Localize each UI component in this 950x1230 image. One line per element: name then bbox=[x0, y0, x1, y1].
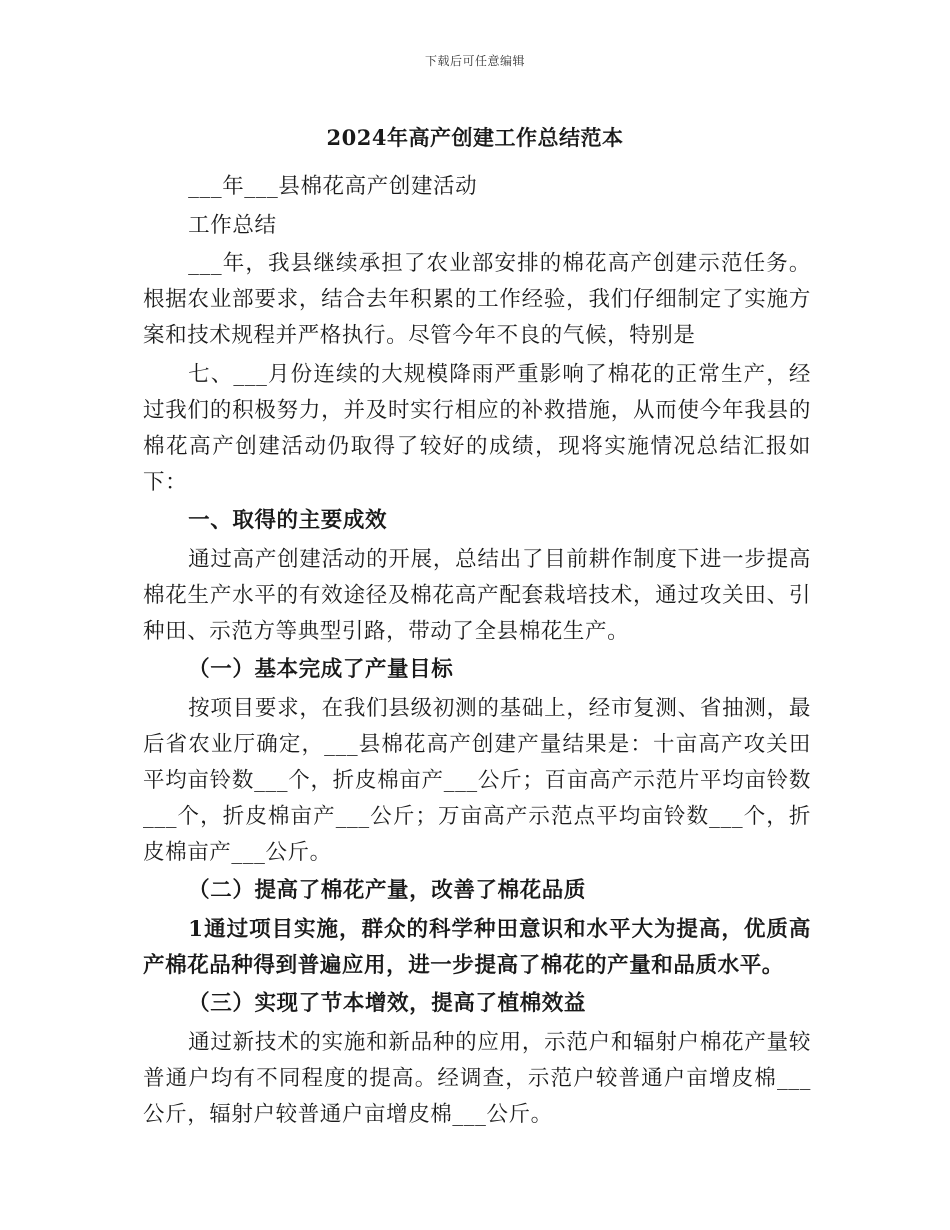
subsection-heading-quality: （二）提高了棉花产量，改善了棉花品质 bbox=[188, 878, 586, 903]
subsection-heading-efficiency: （三）实现了节本增效，提高了植棉效益 bbox=[188, 991, 586, 1016]
paragraph-achievements: 通过高产创建活动的开展，总结出了目前耕作制度下进一步提高棉花生产水平的有效途径及棉花高产配套栽培技术，通过攻关田、引种田、示范方等典型引路，带动了全县棉花生产。 bbox=[143, 546, 811, 644]
paragraph-quality: 1通过项目实施，群众的科学种田意识和水平大为提高，优质高产棉花品种得到普遍应用，进一步提高了棉花的产量和品质水平。 bbox=[143, 916, 811, 978]
document-body bbox=[143, 169, 811, 1135]
paragraph-weather: 七、___月份连续的大规模降雨严重影响了棉花的正常生产，经过我们的积极努力，并及时实行相应的补救措施，从而使今年我县的棉花高产创建活动仍取得了较好的成绩，现将实施情况总结汇报如下： bbox=[143, 361, 811, 495]
paragraph-efficiency: 通过新技术的实施和新品种的应用，示范户和辐射户棉花产量较普通户均有不同程度的提高。经调查，示范户较普通户亩增皮棉___公斤，辐射户较普通户亩增皮棉___公斤。 bbox=[143, 1029, 811, 1127]
paragraph-activity-heading: ___年___县棉花高产创建活动 bbox=[188, 174, 478, 199]
paragraph-intro: ___年，我县继续承担了农业部安排的棉花高产创建示范任务。根据农业部要求，结合去年积累的工作经验，我们仔细制定了实施方案和技术规程并严格执行。尽管今年不良的气候，特别是 bbox=[143, 251, 811, 348]
document-title: 2024年高产创建工作总结范本 bbox=[326, 125, 624, 150]
paragraph-summary-label: 工作总结 bbox=[188, 212, 277, 238]
subsection-heading-yield-target: （一）基本完成了产量目标 bbox=[188, 657, 454, 682]
section-heading-achievements: 一、取得的主要成效 bbox=[188, 508, 388, 533]
page-header-note: 下载后可任意编辑 bbox=[424, 54, 525, 68]
paragraph-yield-results: 按项目要求，在我们县级初测的基础上，经市复测、省抽测，最后省农业厅确定，___县棉花高产创建产量结果是：十亩高产攻关田平均亩铃数___个，折皮棉亩产___公斤；百亩高产示范片平均亩铃数___个，折皮棉亩产___公斤；万亩高产示范点平均亩铃数___个，折皮棉亩产___公斤。 bbox=[143, 695, 811, 865]
